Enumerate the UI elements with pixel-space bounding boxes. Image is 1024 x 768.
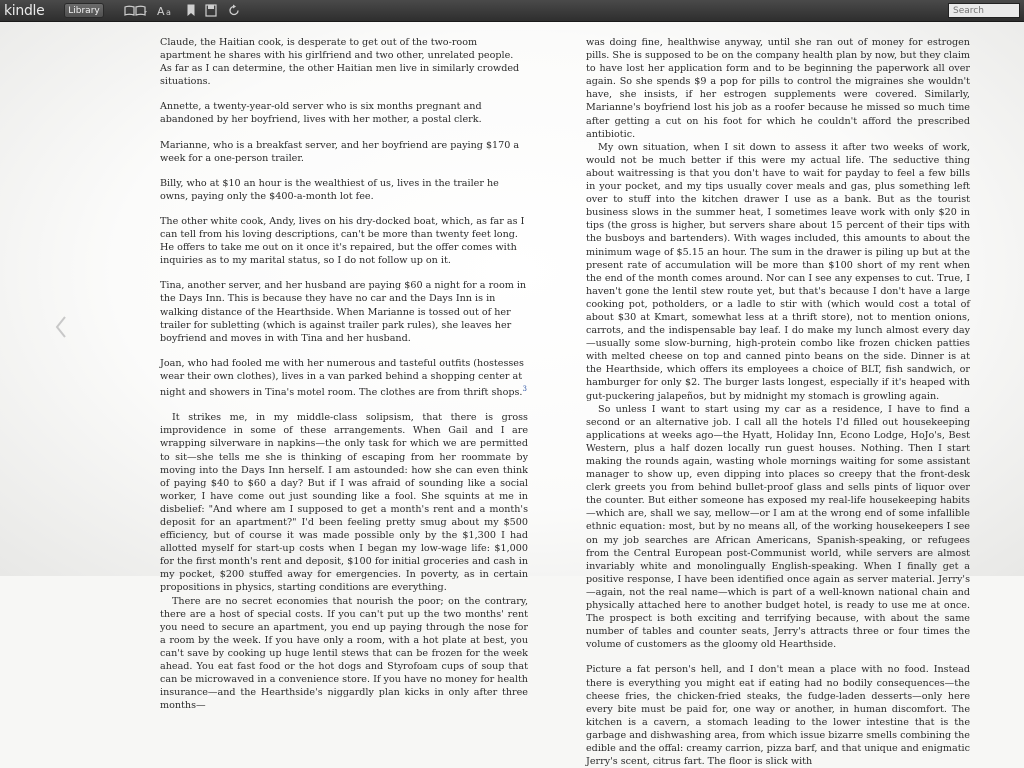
footnote-link[interactable]: 3 xyxy=(522,384,527,393)
paragraph-with-footnote xyxy=(160,357,528,399)
paragraph: There are no secret economies that nourish the poor; on the contrary, there are a host of special costs. If you can't put up the two months' rent you need to secure an apartment, you end up paying through the nose for a room by the week. If you have only a room, with a hot plate at best, you can't save by cooking up huge lentil stews that can be frozen for the week ahead. You eat fast food or the hot dogs and Styrofoam cups of soup that can be microwaved in a convenience store. If you have no money for health insurance—and the Hearthside's niggardly plan kicks in only after three months— xyxy=(160,595,528,712)
paragraph: was doing fine, healthwise anyway, until she ran out of money for estrogen pills. She is supposed to be on the company health plan by now, but they claim to have lost her application form and to be beginning the paperwork all over again. So she spends $9 a pop for pills to control the migraines she wouldn't have, she insists, if her estrogen supplements were covered. Similarly, Marianne's boyfriend lost his job as a roofer because he missed so much time after getting a cut on his foot for which he couldn't afford the prescribed antibiotic. xyxy=(586,37,970,140)
sync-icon[interactable] xyxy=(228,4,240,17)
reader-toolbar xyxy=(0,0,1024,22)
paragraph: Annette, a twenty-year-old server who is six months pregnant and abandoned by her boyfriend, lives with her mother, a postal clerk. xyxy=(160,101,482,126)
paragraph: My own situation, when I sit down to assess it after two weeks of work, would not be much better if this were my actual life. The seductive thing about waitressing is that you don't have to wait for payday to feel a few bills in your pocket, and my tips usually cover meals and gas, plus something left over to stuff into the kitchen drawer I use as a bank. But as the tourist business slows in the summer heat, I sometimes leave work with only $20 in tips (the gross is higher, but servers share about 15 percent of their tips with the busboys and bartenders). With wages included, this amounts to about the minimum wage of $5.15 an hour. The sum in the drawer is piling up but at the present rate of accumulation will be more than $100 short of my rent when the end of the month comes around. Nor can I see any expenses to cut. True, I haven't gone the lentil stew route yet, but that's because I don't have a large cooking pot, potholders, or a ladle to stir with (which would cost a total of about $30 at Kmart, somewhat less at a thrift store), not to mention onions, carrots, and the indispensable bay leaf. I do make my lunch almost every day—usually some slow-burning, high-protein combo like frozen chicken patties with melted cheese on top and canned pinto beans on the side. Dinner is at the Hearthside, which offers its employees a choice of BLT, fish sandwich, or hamburger for only $2. The burger lasts longest, especially if it's heaped with gut-puckering jalapeños, but by midnight my stomach is growling again. xyxy=(586,141,970,402)
svg-text:A: A xyxy=(157,5,165,18)
open-book-icon[interactable] xyxy=(124,4,148,17)
right-page-column xyxy=(586,36,970,768)
paragraph: Picture a fat person's hell, and I don't mean a place with no food. Instead there is everything you might eat if eating had no bodily consequences—the cheese fries, the chicken-fried steaks, the fudge-laden desserts—only here every bite must be paid for, one way or another, in human discomfort. The kitchen is a cavern, a stomach leading to the lower intestine that is the garbage and dishwashing area, from which issue bizarre smells combining the edible and the offal: creamy carrion, pizza barf, and that unique and enigmatic Jerry's scent, citrus fart. The floor is slick with xyxy=(586,664,970,768)
notes-icon[interactable] xyxy=(205,4,217,17)
search-input[interactable] xyxy=(948,3,1020,18)
kindle-logo: kindle xyxy=(4,3,45,19)
paragraph: Billy, who at $10 an hour is the wealthiest of us, lives in the trailer he owns, paying only the $400-a-month lot fee. xyxy=(160,177,499,202)
paragraph-text: Joan, who had fooled me with her numerous and tasteful outfits (hostesses wear their own clothes), lives in a van parked behind a shopping center at night and showers in Tina's motel room. The clothes are from thrift shops. xyxy=(160,357,524,399)
paragraph: Claude, the Haitian cook, is desperate to get out of the two-room apartment he shares with his girlfriend and two other, unrelated people. As far as I can determine, the other Haitian men live in similarly crowded situations. xyxy=(160,37,520,88)
paragraph: Tina, another server, and her husband are paying $60 a night for a room in the Days Inn. This is because they have no car and the Days Inn is in walking distance of the Hearthside. When Marianne is tossed out of her trailer for subletting (which is against trailer park rules), she leaves her boyfriend and moves in with Tina and her husband. xyxy=(160,280,527,344)
bookmark-icon[interactable] xyxy=(186,4,196,17)
previous-page-icon[interactable] xyxy=(52,314,70,340)
paragraph: It strikes me, in my middle-class solipsism, that there is gross improvidence in some of these arrangements. When Gail and I are wrapping silverware in napkins—the only task for which we are permitted to sit—she tells me she is thinking of escaping from her roommate by moving into the Days Inn herself. I am astounded: how she can even think of paying $40 to $60 a day? But if I was afraid of sounding like a social worker, I have come out just sounding like a fool. She squints at me in disbelief: "And where am I supposed to get a month's rent and a month's deposit for an apartment?" I'd been feeling pretty smug about my $500 efficiency, but of course it was made possible only by the $1,300 I had allotted myself for start-up costs when I began my low-wage life: $1,000 for the first month's rent and deposit, $100 for initial groceries and cash in my pocket, $200 stuffed away for emergencies. In poverty, as in certain propositions in physics, starting conditions are everything. xyxy=(160,412,528,594)
paragraph: So unless I want to start using my car as a residence, I have to find a second or an alternative job. I call all the hotels I'd filled out housekeeping applications at weeks ago—the Hyatt, Holiday Inn, Econo Lodge, HoJo's, Best Western, plus a half dozen locally run guest houses. Nothing. Then I start making the rounds again, wasting whole mornings waiting for some assistant manager to show up, even dipping into places so creepy that the front-desk clerk greets you from behind bullet-proof glass and sells pints of liquor over the counter. But either someone has exposed my real-life housekeeping habits—which are, shall we say, mellow—or I am at the wrong end of some infallible ethnic equation: most, but by no means all, of the working housekeepers I see on my job searches are African Americans, Spanish-speaking, or refugees from the Central European post-Communist world, while servers are almost invariably white and monolingually English-speaking. When I finally get a positive response, I have been identified once again as server material. Jerry's—again, not the real name—which is part of a well-known national chain and physically attached here to another budget hotel, is ready to use me at once. The prospect is both exciting and terrifying because, with about the same number of tables and counter seats, Jerry's attracts three or four times the volume of customers as the gloomy old Hearthside. xyxy=(586,403,970,651)
font-size-icon[interactable] xyxy=(156,4,176,17)
paragraph: The other white cook, Andy, lives on his dry-docked boat, which, as far as I can tell from his loving descriptions, can't be more than twenty feet long. He offers to take me out on it once it's repaired, but the offer comes with inquiries as to my marital status, so I do not follow up on it. xyxy=(160,215,525,267)
library-button[interactable]: Library xyxy=(64,3,104,18)
svg-text:a: a xyxy=(166,8,171,17)
reading-pane xyxy=(0,22,1024,768)
left-page-column xyxy=(160,36,528,712)
paragraph: Marianne, who is a breakfast server, and her boyfriend are paying $170 a week for a one-person trailer. xyxy=(160,139,520,164)
